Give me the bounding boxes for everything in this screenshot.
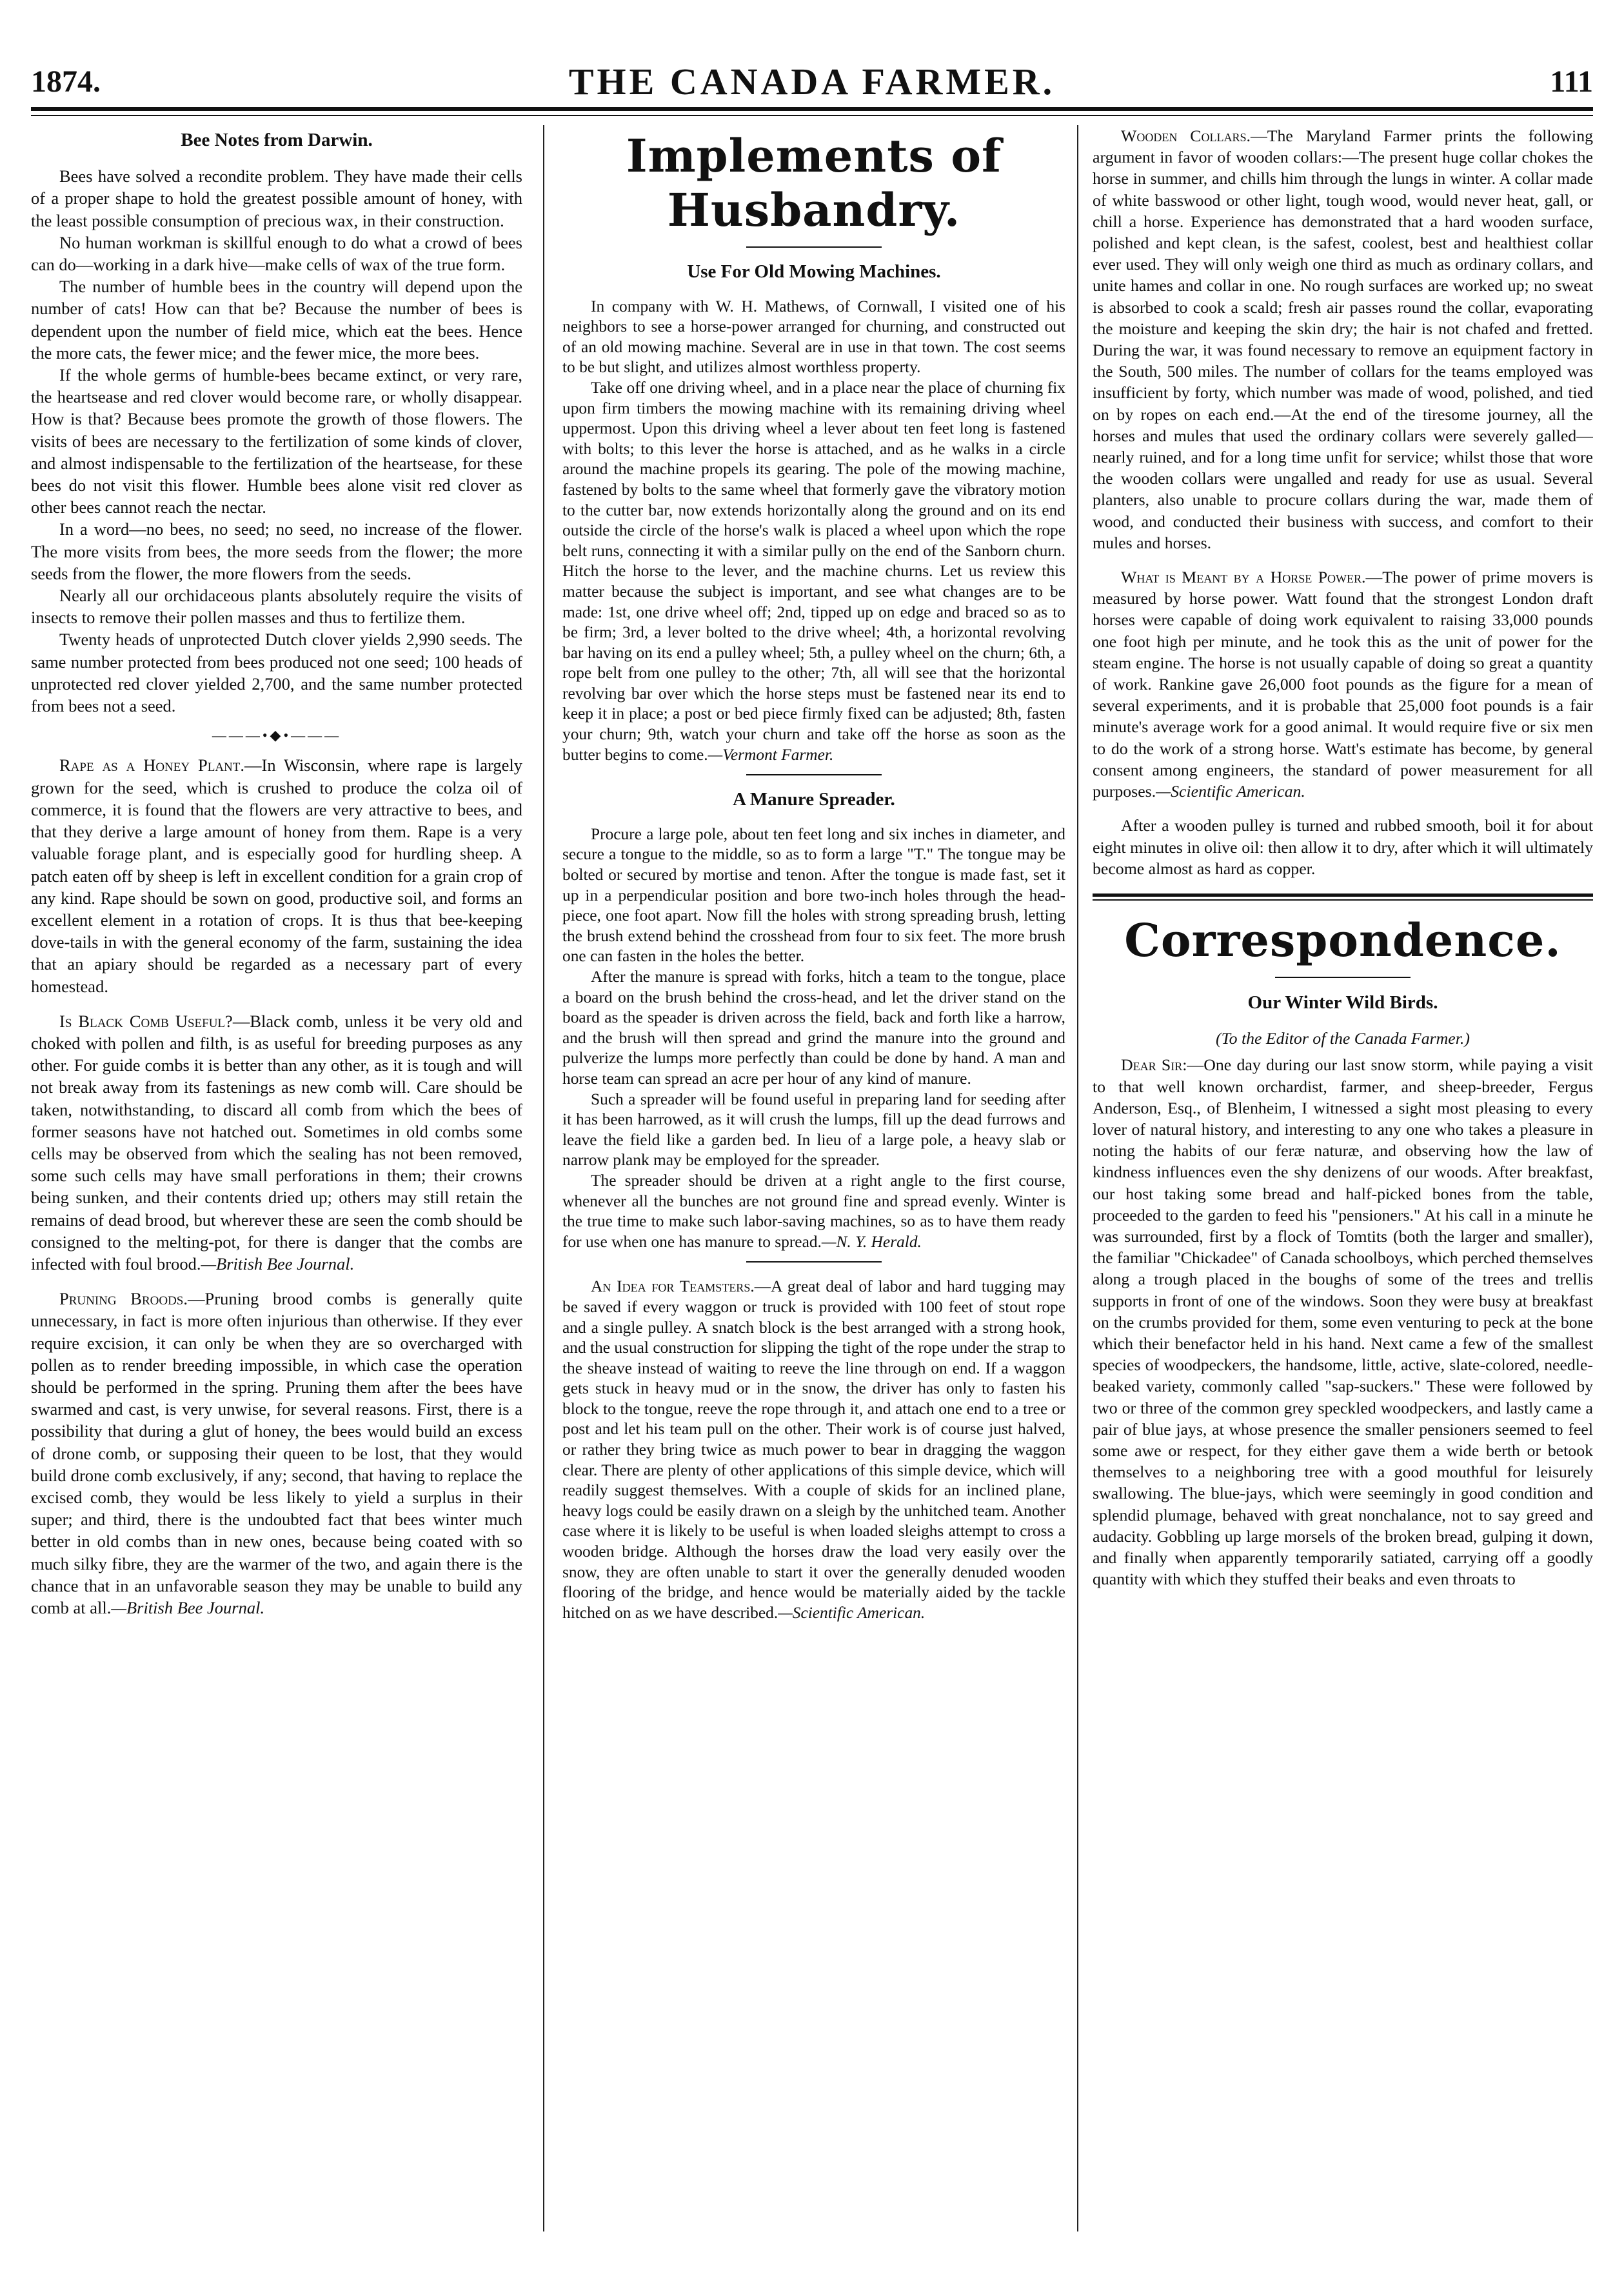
paragraph-text: :—One day during our last snow storm, while paying a visit to that well known orchardist, farmer, and sheep-breeder, Fergus Anderson, Esq., of Blenheim, I witnessed a sight most pleasing to every lover of natural history, and interesting to any one who takes a pleasure in noting the habits of our feræ naturæ, and observing how the law of kindness influences even the shy denizens of our woods. After breakfast, our host taking some bread and half-picked bones from the table, proceeded to the garden to feed his "pensioners." At his call in a minute he was surrounded, first by a flock of Tomtits (both the larger and smaller), the familiar "Chickadee" of Canada schoolboys, which perched themselves along a trough placed in the boughs of some of the trees and trellis supports in front of one of the windows. Soon they were busy at breakfast on the crumbs provided for them, some even venturing to peck at the bone which their benefactor held in his hand. Next came a few of the smallest species of woodpeckers, the handsome, little, active, slate-colored, needle-beaked variety, commonly called "sap-suckers." These were followed by two or three of the common grey speckled woodpeckers, and lastly came a pair of blue jays, at whose presence the smaller pensioners seemed to feel some awe or respect, for they either gave them a wide berth or betook themselves to a neighboring tree with a good mouthful for leisurely swallowing. The blue-jays, which were seemingly in good condition and splendid plumage, behaved with great nonchalance, not to say greed and audacity. Gobbling up large morsels of the broken bread, gulping it down, and finally when apparently temporarily satiated, carrying off a goodly quantity with which they stuffed their beaks and even throats to — [1093, 1055, 1593, 1589]
attribution: —Vermont Farmer. — [708, 745, 834, 764]
attribution: —British Bee Journal. — [201, 1253, 355, 1273]
section-heading-correspondence: Correspondence. — [1124, 913, 1561, 967]
article-wooden-pulley: After a wooden pulley is turned and rubbed smooth, boil it for about eight minutes in olive oil: then allow it to dry, after which it will ultimately become almost as hard as copper. — [1093, 816, 1593, 878]
column-middle — [556, 125, 1072, 2235]
column-right — [1085, 125, 1593, 2235]
paragraph-text: Take off one driving wheel, and in a place near the place of churning fix upon firm timbers the mowing machine with its remaining driving wheel uppermost. Upon this driving wheel a lever about ten feet long is fastened with bolts; to this lever the horse is attached, and as he walks in a circle around the machine propels its gearing. The pole of the mowing machine, fastened by bolts to the same wheel that formerly gave the vibratory motion to the cutter bar, now extends horizontally along the ground and on its end outside the circle of the horse's walk is placed a wheel upon which the rope belt runs, connecting it with a similar pully on the end of the Sanborn churn. Hitch the horse to the lever, and the machine churns. Let us review this matter because the subject is important, and see what changes are to be made: 1st, one drive wheel off; 2nd, tipped up on edge and braced so as to be firm; 3rd, a lever bolted to the drive wheel; 4th, a horizontal revolving bar having on its end a pulley wheel; 5th, a pulley wheel on the churn; 6th, a rope belt from one pulley to the other; 7th, all will see that the horizontal revolving bar over which the horse steps must be fastened near its end to keep it in place; a post or bed piece firmly fixed can be adjusted; 8th, fasten your churn; 9th, watch your churn and take off the horse as soon as the butter begins to come. — [562, 378, 1065, 764]
runin-heading: What is Meant by a Horse Power. — [1121, 568, 1366, 587]
column-left — [31, 125, 534, 2235]
paragraph-text: —Black comb, unless it be very old and choked with pollen and filth, is as useful for breeding purposes as any other. For guide combs it is better than any other, as it is tough and will not break away from its fastenings as new comb will. Care should be taken, notwithstanding, to discard all comb from which the bees of former seasons have not hatched out. Sometimes in old combs some cells may be observed from which the sealing has not been removed, some such cells may have small perforations in them; their crowns being sunken, and their contents dried up; others may still retain the remains of dead brood, but wherever these are seen the comb should be consigned to the melting-pot, for there is danger that the combs are infected with foul brood. — [31, 1011, 523, 1273]
paragraph: In company with W. H. Mathews, of Cornwall, I visited one of his neighbors to see a horse-power arranged for churning, and constructed out of an old mowing machine. Several are in use in that town. The cost seems to be but slight, and utilizes almost worthless property. — [562, 297, 1065, 377]
article-idea-teamsters — [562, 1277, 1065, 1623]
section-heading-implements: Implements of Husbandry. — [626, 129, 1002, 237]
masthead-page-number: 111 — [1550, 64, 1593, 99]
paragraph-text: —The power of prime movers is measured by horse power. Watt found that the strongest London draft horses were capable of doing work equivalent to raising 33,000 pounds one foot high per minute, and he took this as the unit of power for the steam engine. The horse is not usually capable of doing so great a quantity of work. Rankine gave 26,000 foot pounds as the figure for a mean of several experiments, and it is probable that 25,000 foot pounds is a fair minute's average work for a good animal. It would require five or six men to do the work of a strong horse. Watt's estimate has become, by general consent among engineers, the standard of power measurement for all purposes. — [1093, 568, 1593, 801]
column-rule-2 — [1077, 125, 1078, 2231]
section-rule-thin — [1093, 899, 1593, 901]
paragraph — [562, 1171, 1065, 1252]
runin-heading: Pruning Broods. — [59, 1289, 188, 1309]
attribution: —Scientific American. — [778, 1603, 926, 1622]
runin-heading: Rape as a Honey Plant. — [59, 755, 244, 775]
section-rule-thick — [1093, 893, 1593, 897]
salutation: Dear Sir — [1121, 1055, 1183, 1075]
paragraph: Twenty heads of unprotected Dutch clover yields 2,990 seeds. The same number protected from bees produced not one seed; 100 heads of unprotected red clover yielded 2,700, and the same number protected from bees not a seed. — [31, 630, 522, 716]
paragraph: If the whole germs of humble-bees became extinct, or very rare, the heartsease and red clover would become rare, or wholly disappear. How is that? Because bees promote the growth of those flowers. The visits of bees are necessary to the fertilization of some kinds of clover, and almost indispensable to the fertilization of the heartsease, for these bees do not visit this flower. Humble bees alone visit red clover as other bees cannot reach the nectar. — [31, 365, 522, 517]
divider — [1275, 977, 1411, 978]
paragraph: Procure a large pole, about ten feet long and six inches in diameter, and secure a tongue to the middle, so as to form a large "T." The tongue may be bolted or secured by mortise and tenon. After the tongue is made fast, set it up in a perpendicular position and bore two-inch holes through the head-piece, one foot apart. Now fill the holes with strong spreading brush, letting the brush extend behind the crosshead from four to six feet. The more brush one can fasten in the holes the better. — [562, 824, 1065, 966]
masthead — [31, 55, 1593, 107]
paragraph: In a word—no bees, no seed; no seed, no increase of the flower. The more visits from bees, the more seeds from the flower; the more seeds from the flower, the more flowers from the seeds. — [31, 519, 522, 583]
masthead-rule-thick — [31, 107, 1593, 111]
paragraph-text: —In Wisconsin, where rape is largely grown for the seed, which is crushed to produce the colza oil of commerce, it is found that the flowers are very attractive to bees, and that they derive a large amount of honey from them. Rape is a very valuable forage plant, and is especially good for hurdling sheep. A patch eaten off by sheep is left in excellent condition for a grain crop of any kind. Rape should be sown on good, productive soil, and forms an excellent element in a rotation of crops. It is thus that bee-keeping dove-tails in with the general economy of the farm, sustaining the idea that an apiary should be regarded as a necessary part of every homestead. — [31, 755, 522, 996]
runin-heading: An Idea for Teamsters. — [591, 1277, 755, 1296]
attribution: —British Bee Journal. — [111, 1598, 265, 1617]
editor-dateline: (To the Editor of the Canada Farmer.) — [1216, 1029, 1470, 1048]
runin-heading: Wooden Collars. — [1121, 126, 1251, 145]
masthead-title: THE CANADA FARMER. — [568, 60, 1056, 103]
article-rape-honey-plant — [31, 754, 522, 997]
runin-heading: Is Black Comb Useful? — [59, 1011, 233, 1031]
article-title-mowing: Use For Old Mowing Machines. — [687, 261, 941, 282]
column-rule-1 — [543, 125, 544, 2231]
paragraph-text: —The Maryland Farmer prints the following argument in favor of wooden collars:—The present huge collar chokes the horse in summer, and chills him through the lungs in winter. A collar made of white basswood or other light, tough wood, would never heat, gall, or chill a horse. Experience has demonstrated that a hard wooden surface, polished and kept clean, is the safest, coolest, best and healthiest collar ever used. They will only weigh one third as much as ordinary collars, and unite hames and collar in one. No rough surfaces are worked up; no sweat is absorbed to cook a scald; fresh air passes round the collar, evaporating the moisture and keeping the skin dry; the hair is not chafed and fretted. During the war, it was found necessary to remove an equipment factory in the South, 500 miles. The number of collars for the teams employed was insufficient by forty, which number was made of wood, polished, and tied on by ropes on each end.—At the end of the tiresome journey, all the horses and mules that used the ordinary collars were severely galled—nearly ruined, and for a long time unfit for service; whilst those that wore the wooden collars were ungalled and ready for use as usual. Several planters, also unable to procure collars during the war, made them of wood, and conducted their business with success, and comfort to their mules and horses. — [1093, 126, 1593, 552]
article-winter-birds — [1093, 1054, 1593, 1590]
article-title-bee-notes: Bee Notes from Darwin. — [181, 130, 373, 150]
paragraph: Nearly all our orchidaceous plants absolutely require the visits of insects to remove their pollen masses and thus to fertilize them. — [31, 586, 522, 628]
paragraph-text: —Pruning brood combs is generally quite unnecessary, in fact is more often injurious than otherwise. If they ever require excision, it can only be when they are so overcharged with pollen as to render breeding impossible, in which case the operation should be performed in the spring. Pruning them after the bees have swarmed and cast, is very unwise, for several reasons. First, there is a possibility that during a glut of honey, the bees would build an excess of drone comb, or supposing their queen to be lost, that they would build drone comb exclusively, if any; second, that having to replace the excised comb, they would be less likely to yield a surplus in their super; and third, there is the undoubted fact that bees winter much better in old combs than in new ones, because being coated with so much silky fibre, they are the warmer of the two, and again there is the chance that in an unfavorable season they may be unable to build any comb at all. — [31, 1289, 523, 1617]
paragraph: After the manure is spread with forks, hitch a team to the tongue, place a board on the brush behind the cross-head, and let the driver stand on the board as the speader is driven across the field, back and forth like a harrow, and the brush will then spread and grind the manure into the ground and pulverize the lumps more perfectly than could be done by hand. A man and horse team can spread an acre per hour of any kind of manure. — [562, 968, 1065, 1088]
paragraph-text: —A great deal of labor and hard tugging may be saved if every waggon or truck is provided with 100 feet of stout rope and a single pulley. A snatch block is the best arranged with a strong hook, and the usual construction for slipping the tight of the rope under the strap to the sheave instead of waiting to reeve the line through on end. If a waggon gets stuck in heavy mud or in the snow, the driver has only to fasten his block to the tongue, reeve the rope through it, and attach one end to a tree or post and let his team pull on the other. Their work is of course just halved, or rather they bring twice as much power to bear in dragging the waggon clear. There are plenty of other applications of this simple device, which will readily suggest themselves. With a couple of skids for an inclined plane, heavy logs could be easily drawn on a sleigh by the unhitched team. Another case where it is likely to be useful is when loaded sleighs attempt to cross a wooden bridge. Although the horses draw the load very easily over the snow, they are often unable to start it over the generally denuded wooden flooring of the bridge, and hence would be materially aided by the tackle hitched on as we have described. — [562, 1277, 1065, 1622]
paragraph — [562, 378, 1065, 765]
article-bee-notes — [31, 165, 522, 717]
paragraph: Bees have solved a recondite problem. They have made their cells of a proper shape to hold the greatest possible amount of honey, with the least possible consumption of precious wax, in their construction. — [31, 166, 522, 230]
divider — [746, 774, 882, 775]
article-horse-power — [1093, 566, 1593, 802]
attribution: —N. Y. Herald. — [821, 1232, 922, 1251]
masthead-year: 1874. — [31, 64, 101, 99]
ornament-divider: ———•◆•——— — [212, 727, 342, 744]
article-title-winter-birds: Our Winter Wild Birds. — [1247, 992, 1438, 1013]
article-wooden-collars — [1093, 125, 1593, 554]
paragraph: The number of humble bees in the country will depend upon the number of cats! How can that be? Because the number of bees is dependent upon the number of field mice, which eat the bees. Hence the more cats, the fewer mice; and the fewer mice, the more bees. — [31, 277, 522, 363]
masthead-rule-thin — [31, 115, 1593, 116]
paragraph: Such a spreader will be found useful in preparing land for seeding after it has been harrowed, as it will crush the lumps, fill up the dead furrows and leave the field like a garden bed. In lieu of a large pole, a heavy slab or narrow plank may be employed for the spreader. — [562, 1090, 1065, 1170]
article-pruning-broods — [31, 1288, 522, 1619]
article-title-manure: A Manure Spreader. — [733, 789, 895, 810]
paragraph-text: The spreader should be driven at a right angle to the first course, whenever all the bunches are not ground fine and spread evenly. Winter is the true time to make such labor-saving machines, so as to have them ready for use when one has manure to spread. — [562, 1171, 1065, 1251]
attribution: —Scientific American. — [1156, 782, 1305, 801]
article-black-comb — [31, 1010, 522, 1275]
divider — [746, 1261, 882, 1263]
paragraph: No human workman is skillful enough to do what a crowd of bees can do—working in a dark hive—make cells of wax of the true form. — [31, 232, 522, 275]
divider — [746, 246, 882, 248]
